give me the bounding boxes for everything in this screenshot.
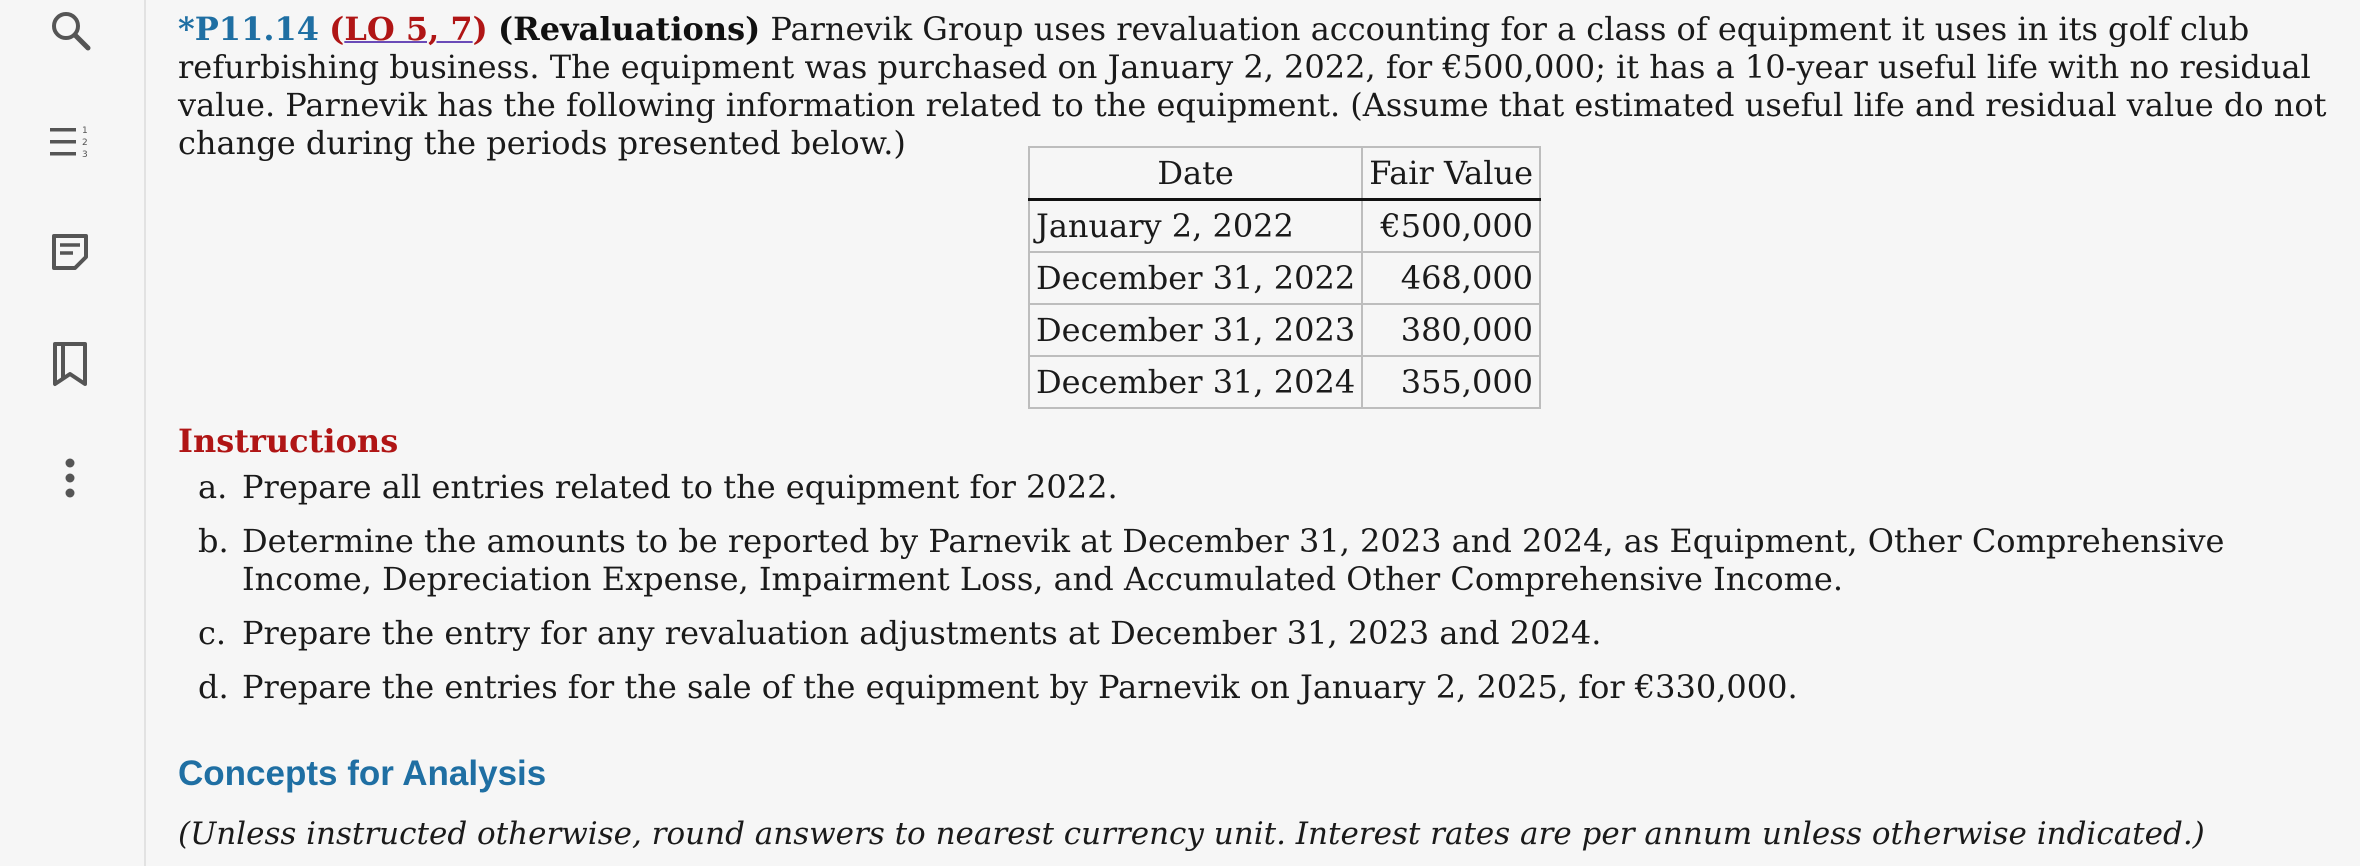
svg-text:2: 2 (82, 138, 88, 148)
list-item (198, 468, 2348, 506)
svg-text:3: 3 (82, 150, 88, 160)
list-item-text: Determine the amounts to be reported by Parnevik at December 31, 2023 and 2024, as Equipment, Other Comprehensive Income, Depreciation Expense, Impairment Loss, and Accumulated Other Comprehensive Income. (242, 522, 2225, 598)
numbered-list-icon (46, 122, 94, 162)
list-item (198, 522, 2348, 598)
problem-star: * (178, 10, 195, 48)
list-item-label: a. (198, 468, 228, 506)
bookmarks-button[interactable] (40, 334, 100, 394)
fair-value-table (1028, 146, 1541, 409)
lo-open-paren: ( (329, 10, 345, 48)
concepts-heading: Concepts for Analysis (178, 754, 547, 793)
table-cell-date: January 2, 2022 (1029, 200, 1362, 253)
table-cell-fair-value: 355,000 (1362, 356, 1540, 408)
list-item-text: Prepare the entry for any revaluation adjustments at December 31, 2023 and 2024. (242, 614, 1602, 652)
table-row (1029, 200, 1540, 253)
table-cell-date: December 31, 2022 (1029, 252, 1362, 304)
problem-title: (Revaluations) (497, 10, 761, 48)
learning-objective-link[interactable]: LO 5, 7 (344, 10, 473, 48)
problem-text: Parnevik Group uses revaluation accounting for a class of equipment it uses in its golf club refurbishing business. The equipment was purchased on January 2, 2022, for €500,000; it has a 10-year useful life with no residual value. Parnevik has the following information related to the equipment. (Assume that estimated useful life and residual value do not change during the periods presented below.) (178, 10, 2327, 162)
fair-value-table-wrapper (1028, 146, 1541, 409)
list-item (198, 614, 2348, 652)
table-row (1029, 304, 1540, 356)
table-cell-fair-value: 380,000 (1362, 304, 1540, 356)
left-toolbar (0, 0, 146, 866)
column-header-date: Date (1029, 147, 1362, 200)
more-options-button[interactable] (40, 448, 100, 508)
table-of-contents-button[interactable] (40, 112, 100, 172)
svg-text:1: 1 (82, 126, 88, 136)
list-item-label: b. (198, 522, 229, 560)
table-cell-date: December 31, 2024 (1029, 356, 1362, 408)
table-row (1029, 356, 1540, 408)
table-cell-fair-value: 468,000 (1362, 252, 1540, 304)
list-item (198, 668, 2348, 706)
list-item-label: c. (198, 614, 227, 652)
instructions-heading: Instructions (178, 422, 399, 460)
lo-close-paren: ) (472, 10, 488, 48)
instructions-list (198, 468, 2348, 722)
problem-statement (178, 10, 2328, 162)
search-button[interactable] (40, 0, 100, 60)
column-header-fair-value: Fair Value (1362, 147, 1540, 200)
list-item-text: Prepare the entries for the sale of the equipment by Parnevik on January 2, 2025, for €330,000. (242, 668, 1798, 706)
table-cell-date: December 31, 2023 (1029, 304, 1362, 356)
problem-number: P11.14 (194, 10, 319, 48)
list-item-text: Prepare all entries related to the equipment for 2022. (242, 468, 1118, 506)
note-icon (49, 231, 91, 273)
learning-objective (329, 10, 488, 48)
table-row (1029, 252, 1540, 304)
list-item-label: d. (198, 668, 229, 706)
problem-content (178, 10, 2328, 852)
more-icon (63, 457, 77, 499)
search-icon (48, 8, 92, 52)
table-header-row (1029, 147, 1540, 200)
concepts-note: (Unless instructed otherwise, round answers to nearest currency unit. Interest rates are per annum unless otherwise indicated.) (178, 816, 2205, 852)
table-cell-fair-value: €500,000 (1362, 200, 1540, 253)
bookmark-icon (49, 340, 91, 388)
notes-button[interactable] (40, 222, 100, 282)
